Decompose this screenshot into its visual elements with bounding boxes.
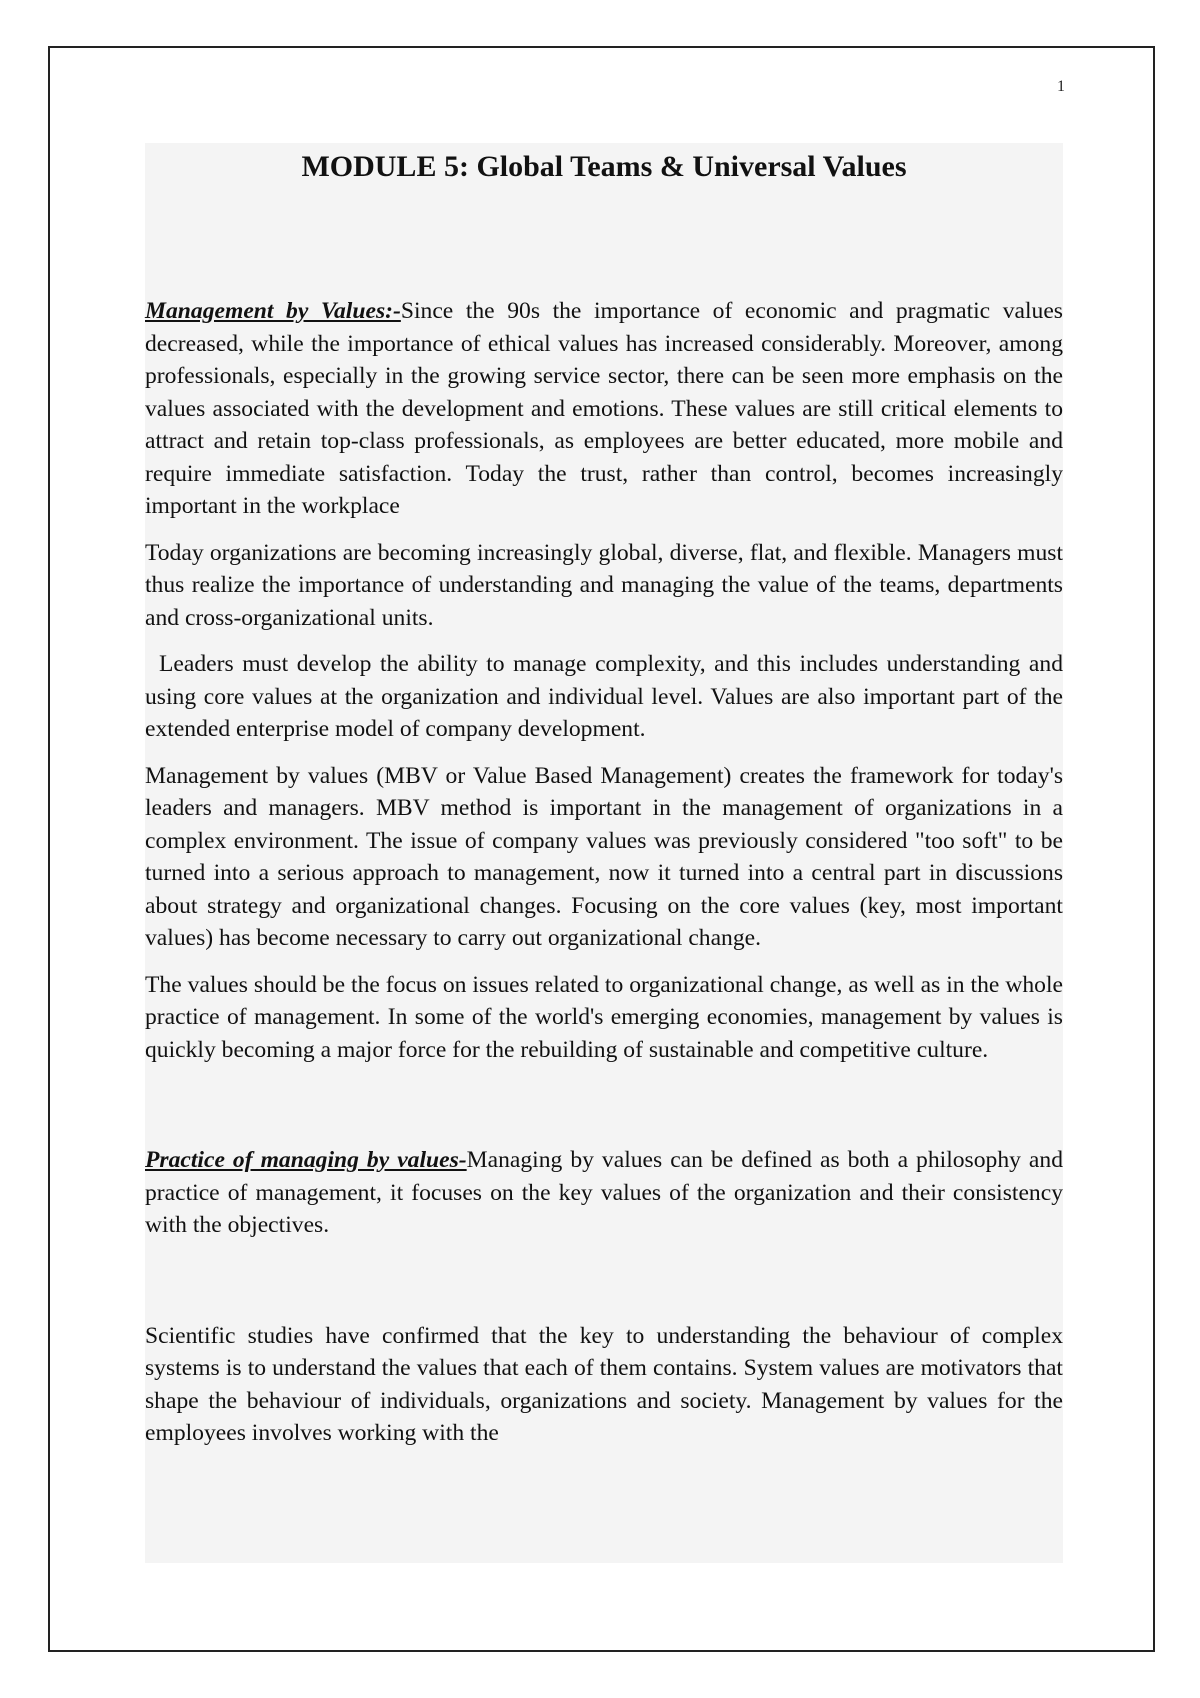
paragraph-text: Scientific studies have confirmed that the key to understanding the behaviour of complex systems is to understand the values that each of them contains. System values are motivators that shape the behaviour of individuals, organizations and society. Management by values for the employees involves working with the <box>145 1322 1063 1446</box>
paragraph-text: Leaders must develop the ability to manage complexity, and this includes understanding and using core values at the organization and individual level. Values are also important part of the extended enterprise model of company development. <box>145 651 1063 742</box>
paragraph-text: Since the 90s the importance of economic and pragmatic values decreased, while the importance of ethical values has increased considerably. Moreover, among professionals, especially in the growing service sector, there can be seen more emphasis on the values associated with the development and emotions. These values are still critical elements to attract and retain top-class professionals, as employees are better educated, more mobile and require immediate satisfaction. Today the trust, rather than control, becomes increasingly important in the workplace <box>145 298 1063 519</box>
document-title: MODULE 5: Global Teams & Universal Values <box>301 150 907 183</box>
paragraph-values-focus <box>145 969 1063 1067</box>
paragraph-scientific-studies <box>145 1320 1063 1450</box>
section-heading-practice-of-managing: Practice of managing by values- <box>145 1147 467 1173</box>
paragraph-text: Managing by values can be defined as both a philosophy and practice of management, it focuses on the key values of the organization and their consistency with the objectives. <box>145 1147 1063 1238</box>
document-body <box>145 143 1063 1563</box>
section-heading-management-by-values: Management by Values:- <box>145 298 401 324</box>
paragraph-text: Management by values (MBV or Value Based Management) creates the framework for today's leaders and managers. MBV method is important in the management of organizations in a complex environment. The issue of company values was previously considered "too soft" to be turned into a serious approach to management, now it turned into a central part in discussions about strategy and organizational changes. Focusing on the core values (key, most important values) has become necessary to carry out organizational change. <box>145 762 1063 951</box>
paragraph-leaders-complexity <box>145 648 1063 746</box>
paragraph-practice-of-managing <box>145 1144 1063 1242</box>
paragraph-text: The values should be the focus on issues related to organizational change, as well as in the whole practice of management. In some of the world's emerging economies, management by values is quickly becoming a major force for the rebuilding of sustainable and competitive culture. <box>145 971 1063 1063</box>
page-number: 1 <box>1057 78 1065 95</box>
paragraph-global-organizations <box>145 537 1063 635</box>
paragraph-text: Today organizations are becoming increasingly global, diverse, flat, and flexible. Managers must thus realize the importance of understanding and managing the value of the teams, departments and cross-organizational units. <box>145 539 1063 631</box>
paragraph-mbv-framework <box>145 760 1063 955</box>
paragraph-management-by-values <box>145 295 1063 523</box>
